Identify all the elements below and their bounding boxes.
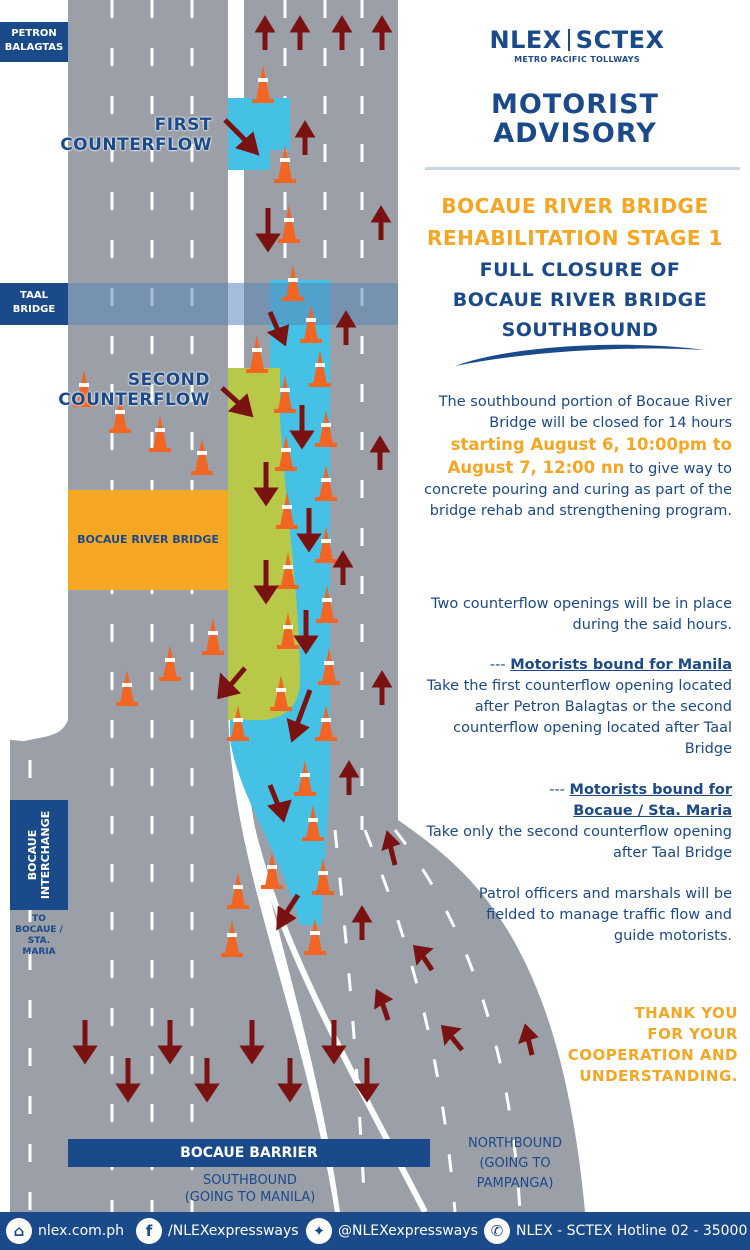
- to-bocaue-label: TO BOCAUE / STA. MARIA: [15, 914, 63, 957]
- facebook-link[interactable]: f /NLEXexpressways: [136, 1212, 299, 1250]
- bocaue-instructions: --- Motorists bound for Bocaue / Sta. Maria Take only the second counterflow opening after Taal Bridge: [426, 782, 732, 861]
- nlex-sctex-logo: [482, 26, 672, 64]
- title-divider: [425, 167, 740, 170]
- manila-instructions: --- Motorists bound for Manila Take the first counterflow opening located after Petron Balagtas or the second counterflow opening located after Taal Bridge: [426, 657, 732, 757]
- twitter-link[interactable]: ✦ @NLEXexpressways: [306, 1212, 478, 1250]
- petron-balagtas-label: PETRON BALAGTAS: [0, 22, 68, 62]
- bocaue-interchange-label: BOCAUE INTERCHANGE: [10, 800, 68, 910]
- phone-icon: ✆: [484, 1218, 510, 1244]
- footer-bar: [0, 1212, 750, 1250]
- northbound-label: NORTHBOUND (GOING TO PAMPANGA): [468, 1136, 562, 1191]
- twitter-icon: ✦: [306, 1218, 332, 1244]
- bocaue-river-bridge-label: BOCAUE RIVER BRIDGE: [77, 533, 219, 546]
- closure-title: FULL CLOSURE OF BOCAUE RIVER BRIDGE SOUTHBOUND: [452, 259, 708, 341]
- second-counterflow-label: SECOND COUNTERFLOW: [58, 370, 210, 410]
- facebook-icon: f: [136, 1218, 162, 1244]
- project-title: BOCAUE RIVER BRIDGE REHABILITATION STAGE 1: [427, 194, 723, 250]
- bocaue-barrier-label: BOCAUE BARRIER: [68, 1139, 430, 1167]
- logo-nlex: NLEX: [489, 26, 562, 54]
- swoosh-decoration: [455, 340, 705, 368]
- patrol-paragraph: Patrol officers and marshals will be fielded to manage traffic flow and guide motorists.: [478, 886, 732, 944]
- advisory-paragraph-1: The southbound portion of Bocaue River Bridge will be closed for 14 hours starting August 6, 10:00pm to August 7, 12:00 nn to give way to concrete pouring and curing as part of the bridge rehab and strengthening program.: [424, 394, 732, 519]
- first-counterflow-label: FIRST COUNTERFLOW: [60, 115, 212, 155]
- hotline-link[interactable]: ✆ NLEX - SCTEX Hotline 02 - 35000: [484, 1212, 747, 1250]
- taal-bridge-label: TAAL BRIDGE: [0, 283, 68, 325]
- southbound-label: SOUTHBOUND (GOING TO MANILA): [184, 1173, 316, 1205]
- page-title: MOTORIST ADVISORY: [491, 89, 659, 149]
- logo-subtitle: METRO PACIFIC TOLLWAYS: [514, 55, 640, 64]
- advisory-paragraph-2: Two counterflow openings will be in place during the said hours.: [431, 596, 732, 633]
- website-link[interactable]: ⌂ nlex.com.ph: [6, 1212, 124, 1250]
- home-icon: ⌂: [6, 1218, 32, 1244]
- thank-you-message: THANK YOU FOR YOUR COOPERATION AND UNDERSTANDING.: [567, 1004, 738, 1085]
- logo-sctex: SCTEX: [575, 26, 665, 54]
